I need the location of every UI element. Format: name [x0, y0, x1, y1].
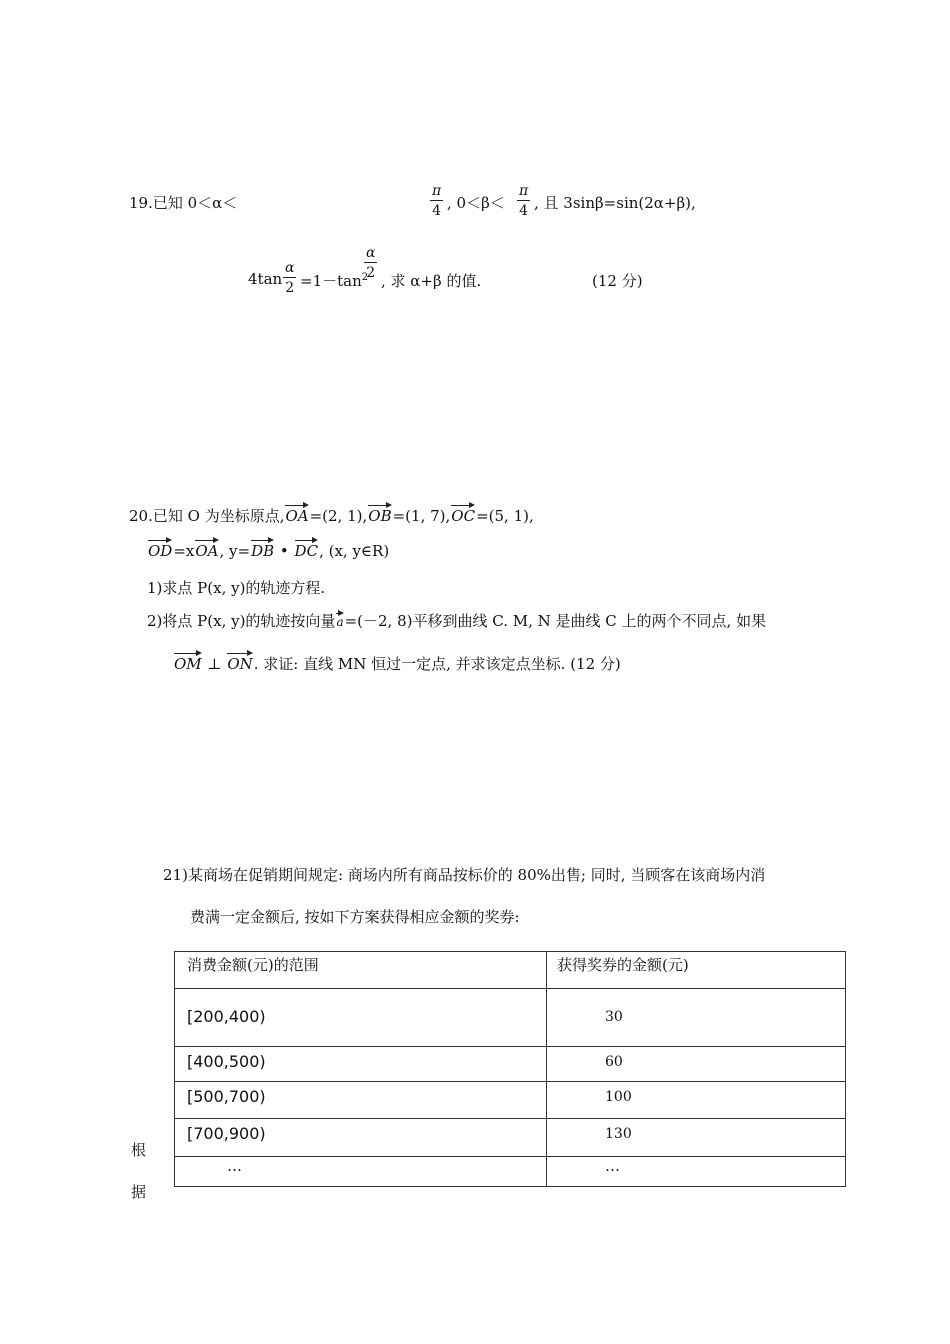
q19-line1-mid: , 0＜β＜ [447, 194, 505, 212]
frac-numerator: π [519, 183, 529, 199]
q19-line2-mid-text: =1－tan [300, 272, 362, 290]
vector-db: DB [251, 537, 274, 560]
vector-oa: OA [285, 502, 308, 525]
q19-line2-mid [300, 270, 368, 291]
q21-line2: 费满一定金额后, 按如下方案获得相应金额的奖券: [190, 908, 520, 926]
table-row [175, 989, 846, 1047]
table-row [175, 1157, 846, 1187]
range-cell: [700,900) [187, 1124, 266, 1143]
table-row [175, 1047, 846, 1082]
q21-line1: 21)某商场在促销期间规定: 商场内所有商品按标价的 80%出售; 同时, 当顾客在该商场内消 [163, 866, 766, 884]
ellipsis-cell: … [175, 1157, 547, 1187]
range-cell: [200,400) [187, 1007, 266, 1026]
frac-numerator: α [285, 260, 295, 276]
vector-on: ON [227, 650, 252, 673]
frac-numerator: α [366, 245, 376, 261]
ellipsis-cell: … [547, 1157, 846, 1187]
vector-oa-2: OA [195, 537, 218, 560]
q20-line1 [129, 502, 534, 526]
q19-frac-pi-over-4-b [517, 184, 530, 218]
frac-denominator: 2 [285, 280, 295, 296]
frac-denominator: 4 [432, 203, 442, 219]
header-voucher-amount: 获得奖券的金额(元) [547, 952, 846, 989]
vector-om: OM [174, 650, 202, 673]
table-row [175, 1119, 846, 1157]
frac-denominator: 4 [519, 203, 529, 219]
side-char-ju: 据 [131, 1183, 147, 1201]
dot-product-symbol: • [275, 542, 294, 560]
q20-line1-start: 20.已知 O 为坐标原点, [129, 507, 285, 525]
vector-a: a [336, 610, 343, 629]
q20-y-eq: , y= [219, 542, 251, 560]
vector-oc: OC [451, 502, 475, 525]
q20-ob-value: =(1, 7), [392, 507, 451, 525]
side-char-gen: 根 [131, 1141, 147, 1159]
amount-cell: 60 [605, 1054, 623, 1070]
q20-oc-value: =(5, 1), [476, 507, 534, 525]
q19-frac-alpha-over-2-b [364, 246, 377, 280]
q20-part1: 1)求点 P(x, y)的轨迹方程. [147, 579, 326, 597]
q20-od-eq: =x [173, 542, 195, 560]
q19-frac-alpha-over-2-a [283, 261, 296, 295]
range-cell: [400,500) [187, 1052, 266, 1071]
vector-ob: OB [368, 502, 391, 525]
perpendicular-symbol: ⊥ [202, 655, 227, 673]
amount-cell: 100 [605, 1089, 632, 1105]
q20-part2-end: =(－2, 8)平移到曲线 C. M, N 是曲线 C 上的两个不同点, 如果 [344, 612, 767, 630]
q20-part2-line2 [173, 650, 621, 674]
q20-oa-value: =(2, 1), [309, 507, 368, 525]
q19-frac-pi-over-4-a [430, 184, 443, 218]
q20-line2 [147, 537, 389, 560]
amount-cell: 130 [605, 1126, 632, 1142]
q19-line1-end: , 且 3sinβ=sin(2α+β), [534, 194, 696, 212]
amount-cell: 30 [605, 1009, 623, 1025]
q20-part2-tail: . 求证: 直线 MN 恒过一定点, 并求该定点坐标. (12 分) [253, 655, 621, 673]
q20-condition: , (x, y∈R) [319, 542, 390, 560]
q19-score: (12 分) [592, 272, 643, 290]
voucher-table [174, 951, 846, 1187]
header-spend-range: 消费金额(元)的范围 [175, 952, 547, 989]
table-row [175, 1082, 846, 1119]
q19-line1-start: 19.已知 0＜α＜ [129, 194, 238, 212]
q20-part2-start: 2)将点 P(x, y)的轨迹按向量 [147, 612, 336, 630]
frac-denominator: 2 [366, 265, 376, 281]
q19-square: 2 [361, 272, 369, 283]
q19-line2-start: 4tan [248, 270, 283, 288]
vector-od: OD [148, 537, 172, 560]
frac-numerator: π [432, 183, 442, 199]
q20-part2 [147, 610, 766, 631]
table-header-row [175, 952, 846, 989]
vector-dc: DC [295, 537, 319, 560]
range-cell: [500,700) [187, 1087, 266, 1106]
q19-line2-end: , 求 α+β 的值. [381, 272, 482, 290]
